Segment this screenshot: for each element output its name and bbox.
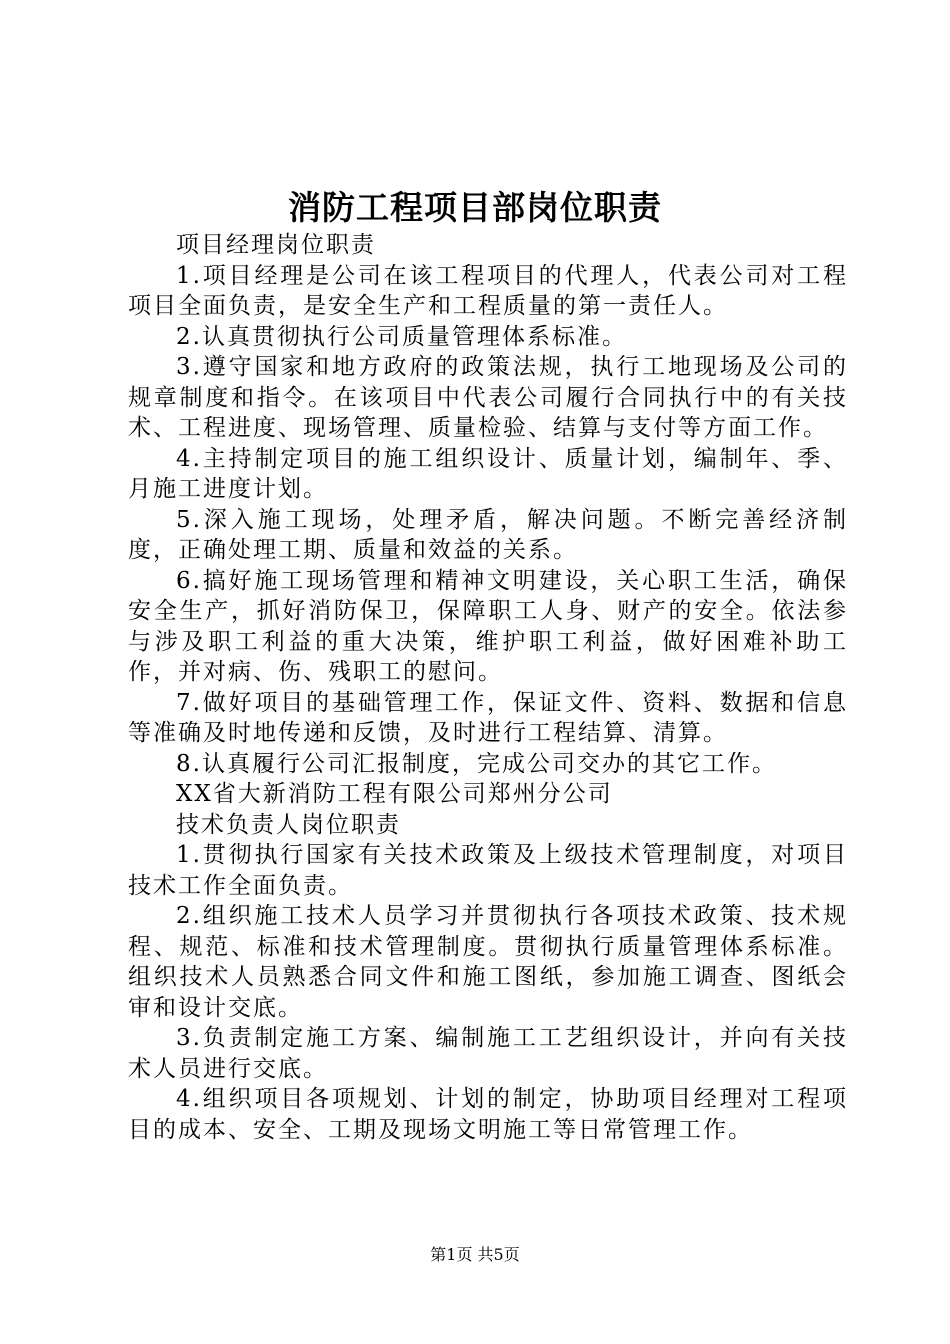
page-footer — [0, 1244, 950, 1266]
paragraph: 3.负责制定施工方案、编制施工工艺组织设计，并向有关技术人员进行交底。 — [128, 1025, 848, 1082]
section-heading-technical-lead: 技术负责人岗位职责 — [176, 811, 401, 838]
document-body — [128, 230, 848, 1145]
paragraph: 1.贯彻执行国家有关技术政策及上级技术管理制度，对项目技术工作全面负责。 — [128, 842, 848, 899]
paragraph: 8.认真履行公司汇报制度，完成公司交办的其它工作。 — [176, 750, 777, 777]
paragraph: 4.主持制定项目的施工组织设计、质量计划，编制年、季、月施工进度计划。 — [128, 445, 848, 502]
page-number: 第1页 — [430, 1245, 473, 1264]
document-title: 消防工程项目部岗位职责 — [288, 188, 662, 227]
paragraph: 6.搞好施工现场管理和精神文明建设，关心职工生活，确保安全生产，抓好消防保卫，保障职工人身、财产的安全。依法参与涉及职工利益的重大决策，维护职工利益，做好困难补助工作，并对病、伤、残职工的慰问。 — [128, 567, 848, 685]
paragraph: 3.遵守国家和地方政府的政策法规，执行工地现场及公司的规章制度和指令。在该项目中代表公司履行合同执行中的有关技术、工程进度、现场管理、质量检验、结算与支付等方面工作。 — [128, 354, 848, 441]
paragraph: 2.认真贯彻执行公司质量管理体系标准。 — [176, 323, 627, 350]
company-name: XX省大新消防工程有限公司郑州分公司 — [176, 781, 613, 807]
paragraph: 5.深入施工现场，处理矛盾，解决问题。不断完善经济制度，正确处理工期、质量和效益的关系。 — [128, 506, 848, 563]
paragraph: 7.做好项目的基础管理工作，保证文件、资料、数据和信息等准确及时地传递和反馈，及时进行工程结算、清算。 — [128, 689, 848, 746]
page-total: 共5页 — [477, 1245, 520, 1264]
paragraph: 2.组织施工技术人员学习并贯彻执行各项技术政策、技术规程、规范、标准和技术管理制度。贯彻执行质量管理体系标准。组织技术人员熟悉合同文件和施工图纸，参加施工调查、图纸会审和设计交底。 — [128, 903, 848, 1021]
paragraph: 4.组织项目各项规划、计划的制定，协助项目经理对工程项目的成本、安全、工期及现场文明施工等日常管理工作。 — [128, 1086, 848, 1143]
section-heading-project-manager: 项目经理岗位职责 — [176, 232, 376, 258]
paragraph: 1.项目经理是公司在该工程项目的代理人，代表公司对工程项目全面负责，是安全生产和工程质量的第一责任人。 — [128, 262, 848, 319]
